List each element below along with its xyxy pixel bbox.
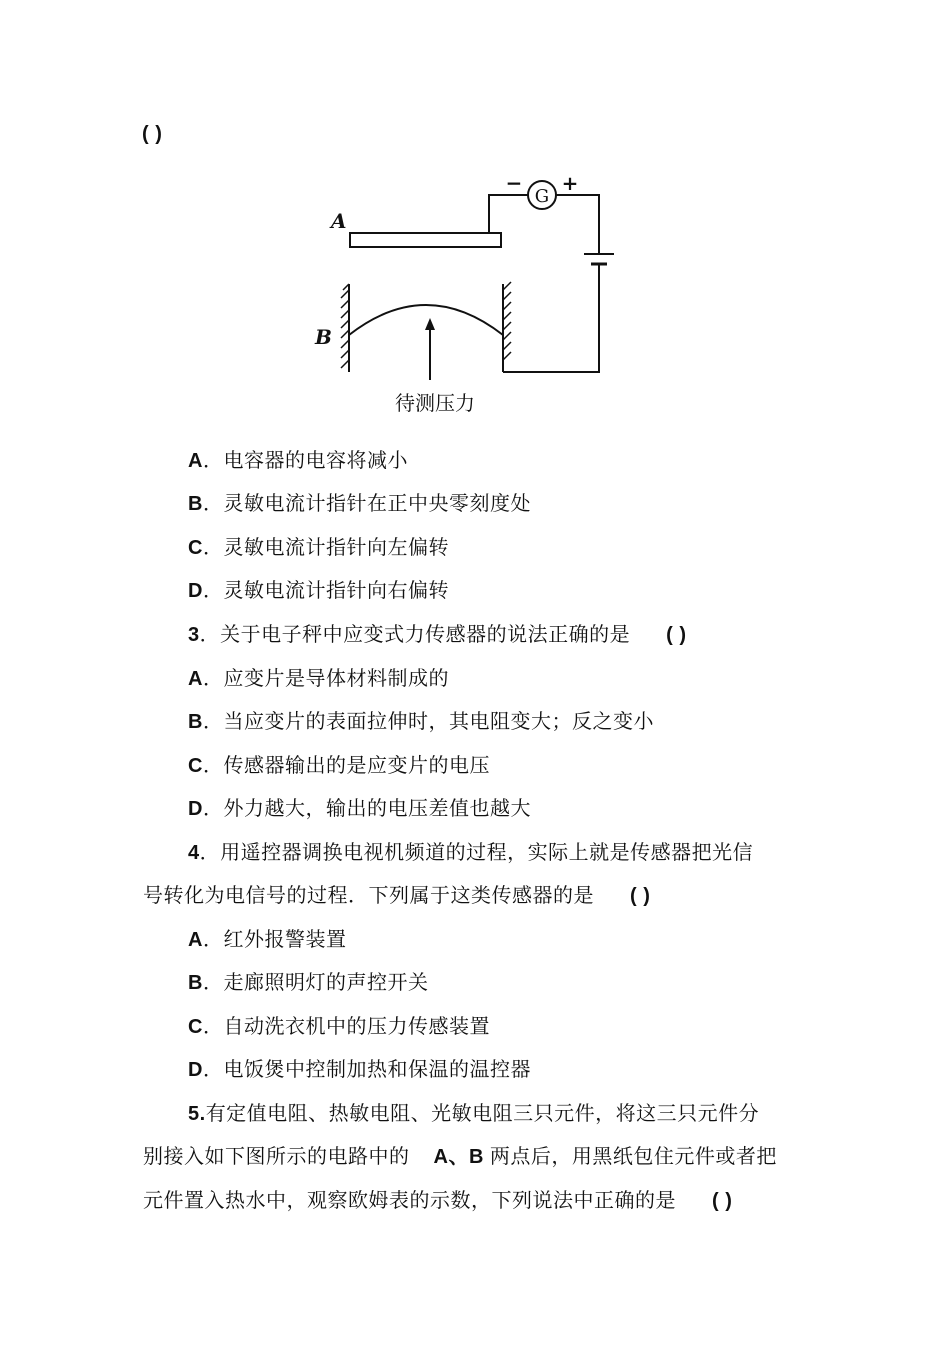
wire-g-battery	[556, 195, 599, 253]
q4-option-a: A．红外报警装置	[188, 927, 347, 951]
q4-option-c: C．自动洗衣机中的压力传感装置	[188, 1014, 490, 1038]
label-b: B	[315, 325, 332, 349]
label-a: A	[331, 209, 347, 233]
answer-paren: ( )	[142, 123, 163, 145]
q2-option-d: D．灵敏电流计指针向右偏转	[188, 578, 449, 602]
q3-option-c: C．传感器输出的是应变片的电压	[188, 753, 490, 777]
membrane-b	[349, 305, 503, 335]
answer-paren: ( )	[712, 1190, 733, 1212]
q3-stem: 3．关于电子秤中应变式力传感器的说法正确的是 ( )	[188, 622, 687, 646]
q4-option-d: D．电饭煲中控制加热和保温的温控器	[188, 1057, 531, 1081]
q5-stem-line2: 别接入如下图所示的电路中的 A、B 两点后，用黑纸包住元件或者把	[143, 1144, 777, 1168]
q3-option-d: D．外力越大，输出的电压差值也越大	[188, 796, 531, 820]
answer-paren: ( )	[630, 885, 651, 907]
q4-option-b: B．走廊照明灯的声控开关	[188, 970, 429, 994]
answer-paren: ( )	[666, 624, 687, 646]
right-wall	[503, 282, 511, 372]
wire-battery-b	[503, 264, 599, 372]
minus-sign: −	[505, 171, 523, 195]
q4-stem-line2: 号转化为电信号的过程．下列属于这类传感器的是 ( )	[143, 883, 651, 907]
q2-option-b: B．灵敏电流计指针在正中央零刻度处	[188, 491, 531, 515]
arrow-head-icon	[425, 318, 435, 330]
left-wall	[341, 284, 349, 372]
plate-a	[350, 233, 501, 247]
q2-option-c: C．灵敏电流计指针向左偏转	[188, 535, 449, 559]
q5-stem-line1: 5.有定值电阻、热敏电阻、光敏电阻三只元件，将这三只元件分	[188, 1101, 760, 1125]
q3-option-a: A．应变片是导体材料制成的	[188, 666, 449, 690]
wire-a	[489, 195, 528, 233]
pressure-sensor-diagram	[315, 168, 618, 430]
answer-paren-q2	[142, 120, 162, 147]
plus-sign: +	[561, 171, 579, 195]
diagram-caption: 待测压力	[395, 391, 475, 415]
q5-stem-line3: 元件置入热水中，观察欧姆表的示数，下列说法中正确的是 ( )	[143, 1188, 733, 1212]
galvanometer-label: G	[534, 186, 550, 207]
q2-option-a: A．电容器的电容将减小	[188, 448, 408, 472]
q3-option-b: B．当应变片的表面拉伸时，其电阻变大；反之变小	[188, 709, 654, 733]
q4-stem-line1: 4．用遥控器调换电视机频道的过程，实际上就是传感器把光信	[188, 840, 754, 864]
